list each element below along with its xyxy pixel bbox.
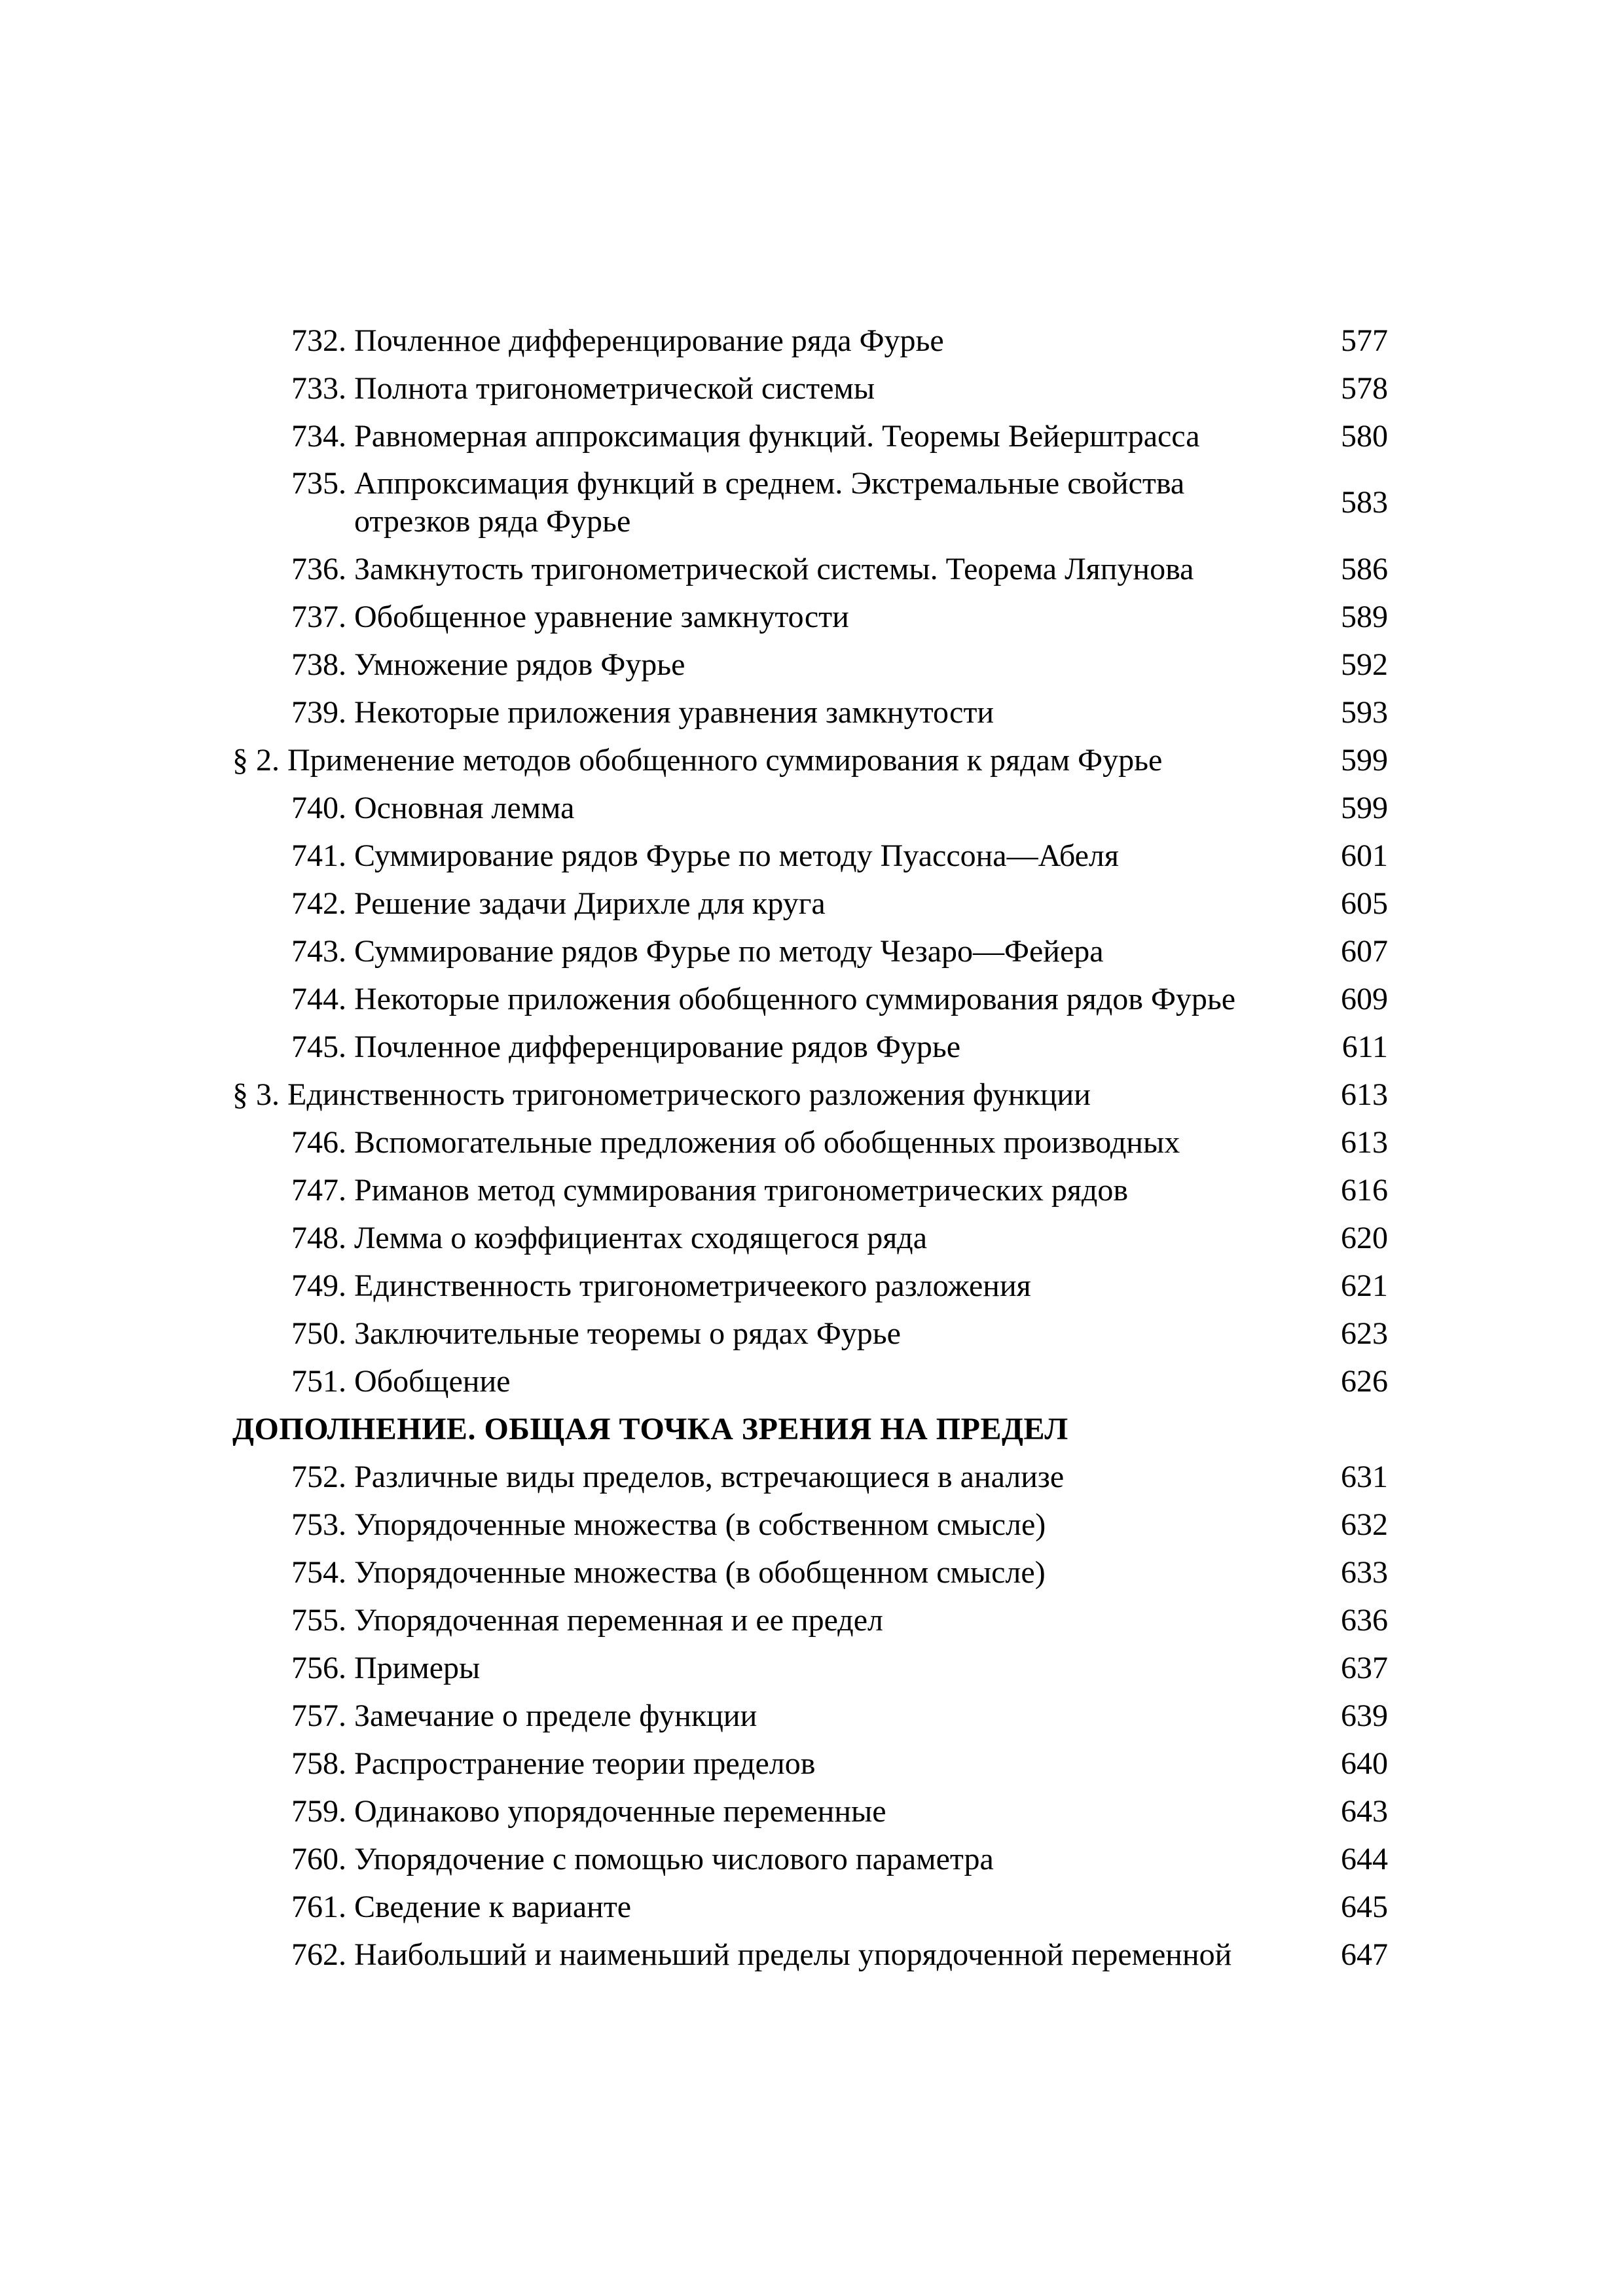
toc-page-number: 589 (1341, 599, 1388, 634)
toc-entry (232, 1357, 1398, 1405)
toc-entry-title (232, 837, 1309, 875)
toc-page-number: 637 (1341, 1650, 1388, 1685)
toc-entry-title (232, 694, 1309, 732)
toc-page-number: 578 (1341, 370, 1388, 406)
toc-page-number: 636 (1341, 1602, 1388, 1638)
toc-entry-title-line: 747. Риманов метод суммирования тригонометрических рядов (291, 1172, 1128, 1208)
toc-entry-title-line: 734. Равномерная аппроксимация функций. Теоремы Вейерштрасса (291, 418, 1200, 454)
toc-entry-title-line: 739. Некоторые приложения уравнения замкнутости (291, 694, 994, 730)
toc-entry-title-line: 758. Распространение теории пределов (291, 1746, 816, 1781)
toc-entry-title (232, 646, 1309, 684)
toc-page-number: 639 (1341, 1698, 1388, 1733)
toc-entry-title-line: 748. Лемма о коэффициентах сходящегося ряда (291, 1220, 927, 1255)
toc-entry-title-line: 733. Полнота тригонометрической системы (291, 370, 875, 406)
toc-entry-title-line: 752. Различные виды пределов, встречающиеся в анализе (291, 1459, 1065, 1494)
toc-page-number: 631 (1341, 1459, 1388, 1494)
toc-page-number: 609 (1341, 981, 1388, 1016)
toc-entry-title (232, 1888, 1309, 1926)
toc-page-number: 623 (1341, 1316, 1388, 1351)
toc-entry-title (232, 980, 1309, 1018)
toc-entry (232, 689, 1398, 736)
toc-entry-title-line: 738. Умножение рядов Фурье (291, 647, 685, 682)
toc-entry-title-line: 735. Аппроксимация функций в среднем. Экстремальные свойства (291, 466, 1185, 501)
toc-entry-title-line: § 3. Единственность тригонометрического разложения функции (232, 1077, 1091, 1112)
toc-page-number: 647 (1341, 1937, 1388, 1972)
toc-page-number: 626 (1341, 1363, 1388, 1399)
toc-entry (232, 1931, 1398, 1979)
toc-page-number: 580 (1341, 418, 1388, 454)
toc-entry (232, 317, 1398, 365)
toc-entry (232, 1740, 1398, 1787)
toc-entry-title-line: 754. Упорядоченные множества (в обобщенном смысле) (291, 1554, 1046, 1590)
toc-page-number: 611 (1341, 1029, 1388, 1064)
toc-page-number: 644 (1341, 1841, 1388, 1876)
toc-entry-title (232, 1267, 1309, 1305)
toc-entry-title-line: 760. Упорядочение с помощью числового параметра (291, 1841, 994, 1876)
toc-entry-title-line: 749. Единственность тригонометричеекого разложения (291, 1268, 1031, 1303)
toc-entry (232, 1119, 1398, 1166)
toc-page-number: 599 (1341, 742, 1388, 778)
toc-entry (232, 1166, 1398, 1214)
toc-entry-title-line: 762. Наибольший и наименьший пределы упорядоченной переменной (291, 1937, 1232, 1972)
toc-page-number: 643 (1341, 1793, 1388, 1829)
toc-entry (232, 832, 1398, 880)
toc-entry-title-line: ДОПОЛНЕНИЕ. ОБЩАЯ ТОЧКА ЗРЕНИЯ НА ПРЕДЕЛ (232, 1411, 1068, 1446)
toc-entry (232, 1644, 1398, 1692)
toc-entry (232, 593, 1398, 641)
toc-entry-title-line: 742. Решение задачи Дирихле для круга (291, 886, 826, 921)
toc-entry-title (232, 1363, 1309, 1401)
toc-entry-title-line: 756. Примеры (291, 1650, 481, 1685)
toc-entry-title (232, 1506, 1309, 1544)
toc-entry-title (232, 789, 1309, 827)
toc-entry-title (232, 322, 1309, 360)
toc-page-number: 599 (1341, 790, 1388, 825)
toc-entry (232, 1262, 1398, 1310)
toc-page-number: 577 (1341, 323, 1388, 358)
toc-entry-title (232, 1410, 1309, 1448)
toc-page-number: 605 (1341, 886, 1388, 921)
toc-entry (232, 1501, 1398, 1549)
table-of-contents (232, 317, 1398, 1979)
toc-entry-title-line: 757. Замечание о пределе функции (291, 1698, 757, 1733)
toc-entry-title (232, 1697, 1309, 1735)
toc-entry-title (232, 1124, 1309, 1162)
toc-entry-title (232, 1458, 1309, 1496)
toc-page-number: 632 (1341, 1507, 1388, 1542)
toc-entry-title (232, 1315, 1309, 1353)
toc-section (232, 736, 1398, 784)
toc-entry-title-line: 743. Суммирование рядов Фурье по методу Чезаро—Фейера (291, 933, 1104, 969)
toc-entry-title (232, 1219, 1309, 1257)
toc-entry-title-line: 755. Упорядоченная переменная и ее предел (291, 1602, 883, 1638)
toc-page-number: 593 (1341, 694, 1388, 730)
toc-entry (232, 412, 1398, 460)
toc-entry-title-line: 751. Обобщение (291, 1363, 511, 1399)
toc-entry-title-line: 750. Заключительные теоремы о рядах Фурье (291, 1316, 901, 1351)
toc-entry-title (232, 1936, 1309, 1974)
toc-page-number: 607 (1341, 933, 1388, 969)
toc-entry-title (232, 1076, 1309, 1114)
toc-entry (232, 1692, 1398, 1740)
toc-page-number: 640 (1341, 1746, 1388, 1781)
toc-entry-title-line: 744. Некоторые приложения обобщенного суммирования рядов Фурье (291, 981, 1236, 1016)
toc-entry-title (232, 1554, 1309, 1592)
toc-entry-title-line: 746. Вспомогательные предложения об обобщенных производных (291, 1124, 1180, 1160)
toc-entry-title-continuation: отрезков ряда Фурье (354, 504, 631, 539)
toc-entry-title (232, 550, 1309, 588)
toc-entry (232, 1453, 1398, 1501)
toc-page-number: 645 (1341, 1889, 1388, 1924)
toc-entry (232, 365, 1398, 412)
toc-page-number: 620 (1341, 1220, 1388, 1255)
toc-entry (232, 1023, 1398, 1071)
toc-page-number: 592 (1341, 647, 1388, 682)
toc-page-number: 613 (1341, 1124, 1388, 1160)
toc-entry (232, 1787, 1398, 1835)
toc-entry-title (232, 598, 1309, 636)
toc-entry (232, 641, 1398, 689)
toc-entry (232, 1214, 1398, 1262)
toc-entry (232, 460, 1398, 545)
toc-entry-title-line: 759. Одинаково упорядоченные переменные (291, 1793, 886, 1829)
toc-entry (232, 975, 1398, 1023)
toc-entry-title (232, 370, 1309, 408)
toc-entry-title (232, 933, 1309, 971)
toc-entry (232, 1883, 1398, 1931)
toc-entry-title (232, 1172, 1309, 1210)
toc-entry (232, 1310, 1398, 1357)
toc-entry-title-line: 753. Упорядоченные множества (в собственном смысле) (291, 1507, 1046, 1542)
toc-entry (232, 1835, 1398, 1883)
toc-page-number: 633 (1341, 1554, 1388, 1590)
toc-entry-title (232, 1745, 1309, 1783)
toc-entry-title (232, 1028, 1309, 1066)
toc-page-number: 616 (1341, 1172, 1388, 1208)
toc-entry-title (232, 1840, 1309, 1878)
toc-entry-title-line: 745. Почленное дифференцирование рядов Фурье (291, 1029, 961, 1064)
toc-entry (232, 545, 1398, 593)
toc-entry-title (232, 742, 1309, 780)
toc-entry-title-line: 732. Почленное дифференцирование ряда Фурье (291, 323, 944, 358)
toc-section (232, 1071, 1398, 1119)
toc-entry-title-line: 740. Основная лемма (291, 790, 575, 825)
toc-entry (232, 880, 1398, 927)
toc-entry-title-line: § 2. Применение методов обобщенного суммирования к рядам Фурье (232, 742, 1163, 778)
toc-page-number: 601 (1341, 838, 1388, 873)
toc-entry (232, 927, 1398, 975)
toc-page-number: 583 (1341, 485, 1388, 520)
toc-entry-title-line: 741. Суммирование рядов Фурье по методу Пуассона—Абеля (291, 838, 1119, 873)
toc-entry-title (232, 1649, 1309, 1687)
toc-entry-title (232, 465, 1309, 541)
toc-entry-title (232, 885, 1309, 923)
toc-heading (232, 1405, 1398, 1453)
toc-page-number: 613 (1341, 1077, 1388, 1112)
toc-page-number: 586 (1341, 551, 1388, 586)
toc-entry-title-line: 736. Замкнутость тригонометрической системы. Теорема Ляпунова (291, 551, 1194, 586)
toc-entry (232, 784, 1398, 832)
toc-page-number: 621 (1341, 1268, 1388, 1303)
toc-entry (232, 1549, 1398, 1596)
toc-entry-title (232, 418, 1309, 456)
toc-entry-title-line: 761. Сведение к варианте (291, 1889, 632, 1924)
toc-entry-title (232, 1793, 1309, 1831)
toc-entry-title (232, 1602, 1309, 1640)
toc-entry-title-line: 737. Обобщенное уравнение замкнутости (291, 599, 849, 634)
toc-entry (232, 1596, 1398, 1644)
